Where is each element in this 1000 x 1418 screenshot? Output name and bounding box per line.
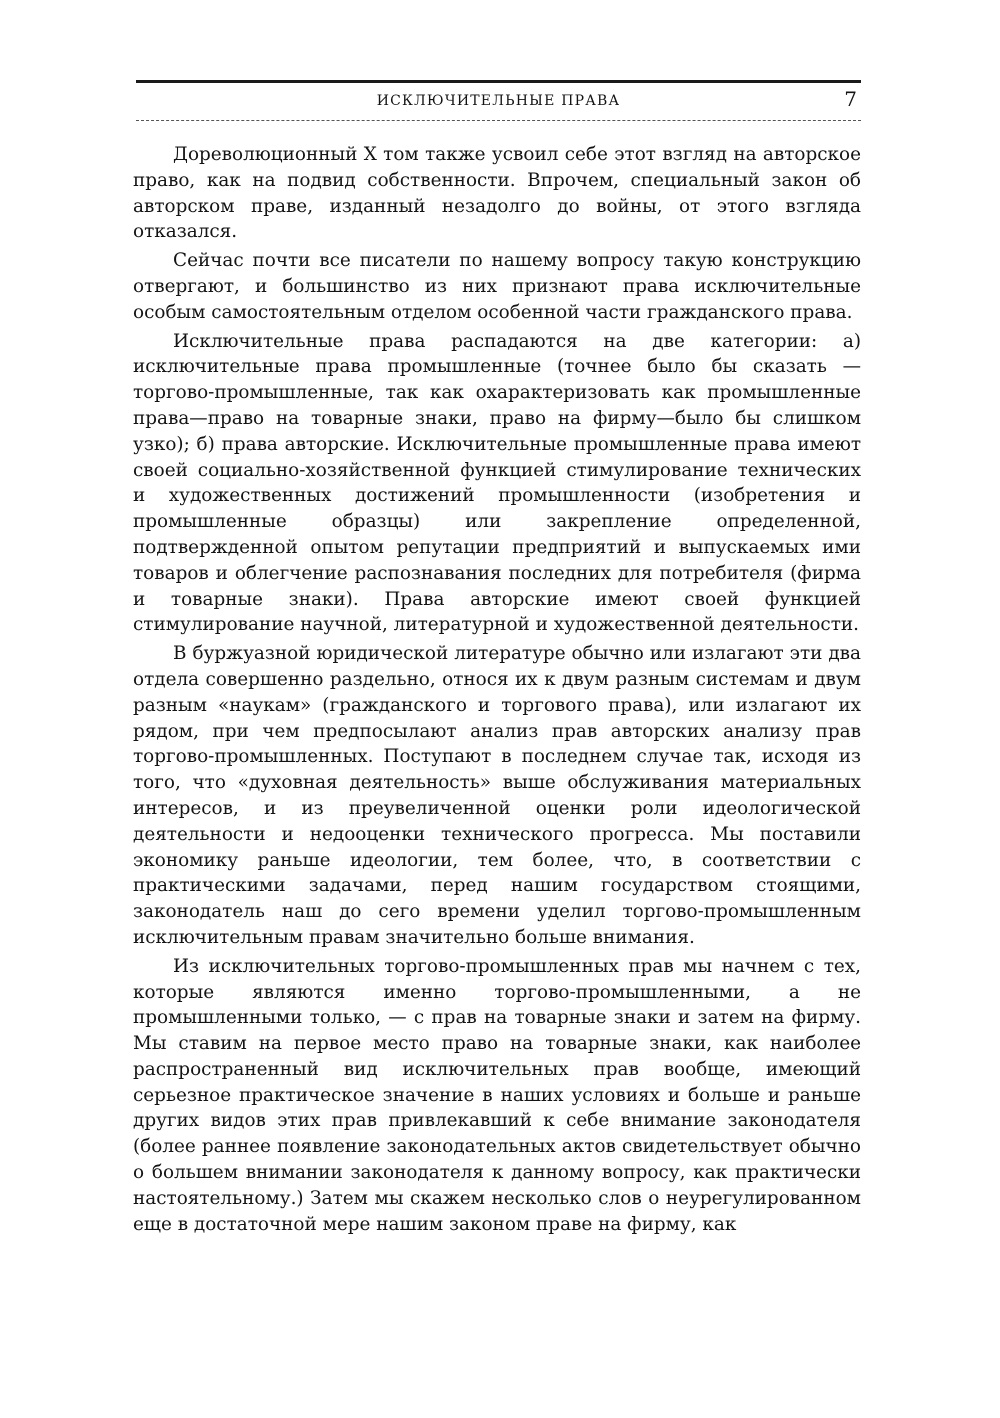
paragraph-1: Дореволюционный X том также усвоил себе этот взгляд на авторское право, как на подвид собственности. Впрочем, специальный закон об авторском праве, изданный незадолго до войны, от этого взгляда отказался. <box>133 144 861 243</box>
page-number: 7 <box>844 87 857 111</box>
paragraph-4: В буржуазной юридической литературе обычно или излагают эти два отдела совершенно раздельно, относя их к двум разным системам и двум разным «наукам» (гражданского и торгового права), или излагают их рядом, при чем предпосылают анализ прав авторских анализу прав торгово-промышленных. Поступают в последнем случае так, исходя из того, что «духовная деятельность» выше обслуживания материальных интересов, и из преувеличенной оценки роли идеологической деятельности и недооценки технического прогресса. Мы поставили экономику раньше идеологии, тем более, что, в соответствии с практическими задачами, перед нашим государством стоящими, законодатель наш до сего времени уделил торгово-промышленным исключительным правам значительно больше внимания. <box>133 643 861 948</box>
running-title: ИСКЛЮЧИТЕЛЬНЫЕ ПРАВА <box>376 93 621 109</box>
paragraph-3: Исключительные права распадаются на две категории: а) исключительные права промышленные (точнее было бы сказать — торгово-промышленные, так как охарактеризовать как промышленные права—право на товарные знаки, право на фирму—было бы слишком узко); б) права авторские. Исключительные промышленные права имеют своей социально-хозяйственной функцией стимулирование технических и художественных достижений промышленности (изобретения и промышленные образцы) или закрепление определенной, подтвержденной опытом репутации предприятий и выпускаемых ими товаров и облегчение распознавания последних для потребителя (фирма и товарные знаки). Права авторские имеют своей функцией стимулирование научной, литературной и художественной деятельности. <box>133 330 861 636</box>
header-top-rule <box>136 80 861 83</box>
header-dashed-rule <box>136 120 861 121</box>
paragraph-5: Из исключительных торгово-промышленных прав мы начнем с тех, которые являются именно торгово-промышленными, а не промышленными только, — с прав на товарные знаки и затем на фирму. Мы ставим на первое место право на товарные знаки, как наиболее распространенный вид исключительных прав вообще, имеющий серьезное практическое значение в наших условиях и больше и раньше других видов этих прав привлекавший к себе внимание законодателя (более раннее появление законодательных актов свидетельствует обычно о большем внимании законодателя к данному вопросу, как практически настоятельному.) Затем мы скажем несколько слов о неурегулированном еще в достаточной мере нашим законом праве на фирму, как <box>133 955 861 1235</box>
body-text <box>133 142 861 1240</box>
running-head <box>136 87 861 112</box>
paragraph-2: Сейчас почти все писатели по нашему вопросу такую конструкцию отвергают, и большинство из них признают права исключительные особым самостоятельным отделом особенной части гражданского права. <box>133 250 861 323</box>
